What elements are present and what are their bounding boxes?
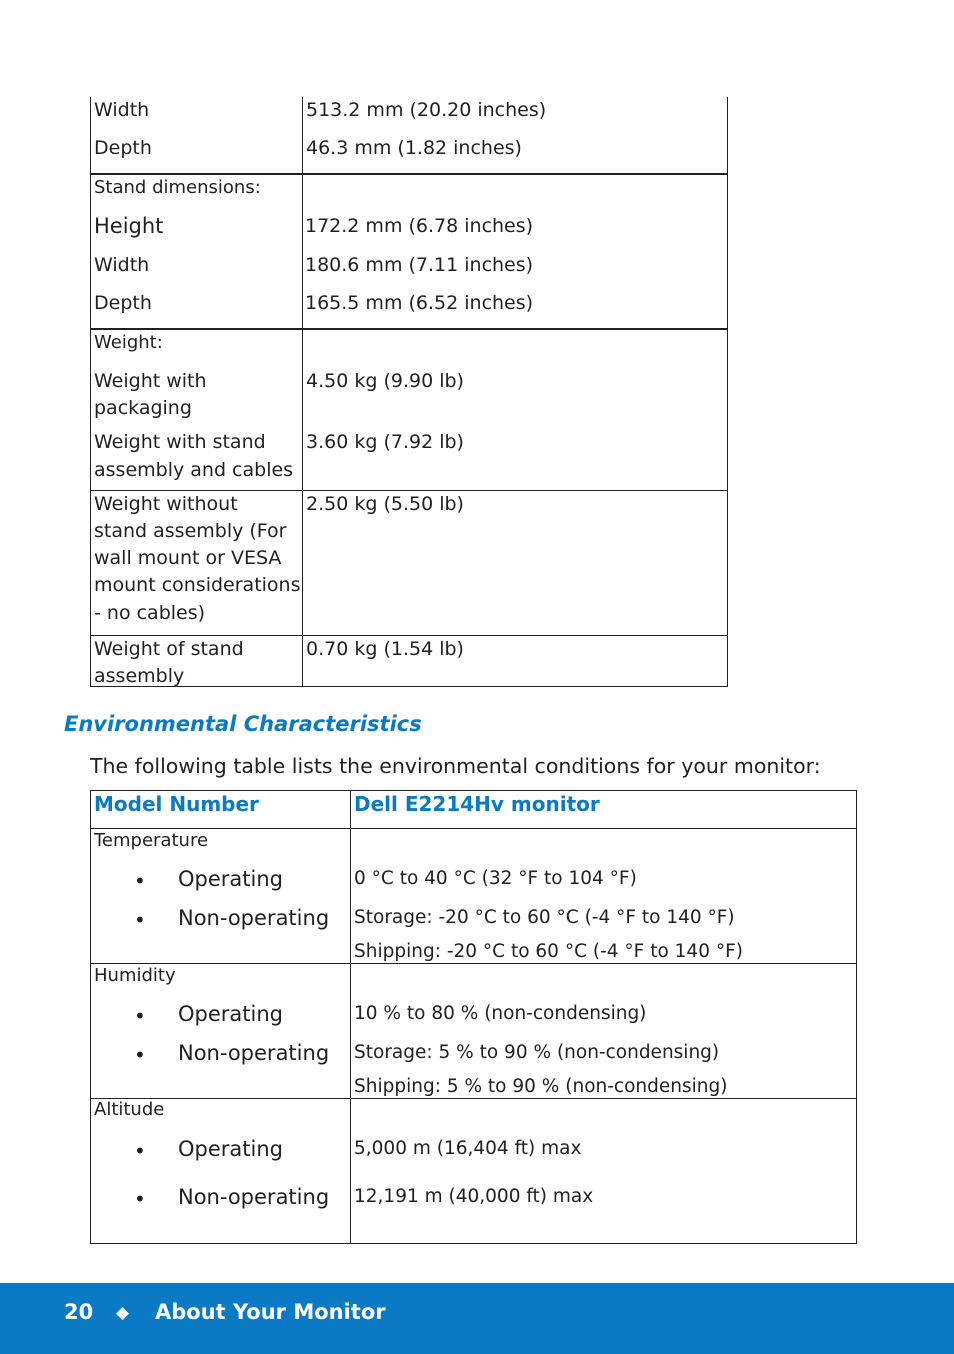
weight-no-stand-line5: - no cables) [94, 602, 206, 624]
table-border-bottom [90, 686, 728, 687]
header-model-name: Dell E2214Hv monitor [354, 792, 600, 816]
weight-stand-value: 3.60 kg (7.92 lb) [306, 431, 464, 453]
table-row-divider [90, 1098, 857, 1099]
altitude-non-operating-label: Non-operating [178, 1185, 330, 1209]
section-heading: Environmental Characteristics [64, 712, 422, 736]
header-model-number: Model Number [94, 792, 259, 816]
environmental-table [90, 790, 857, 1244]
stand-weight-label-line2: assembly [94, 665, 185, 687]
table-border-left [90, 790, 91, 1244]
page-footer [0, 1283, 954, 1354]
monitor-width-label: Width [94, 99, 150, 121]
page-number: 20 [64, 1300, 94, 1324]
altitude-operating-value: 5,000 m (16,404 ft) max [354, 1138, 582, 1159]
diamond-icon: ◆ [116, 1303, 130, 1323]
bullet: • [134, 1187, 146, 1211]
humidity-storage-value: Storage: 5 % to 90 % (non-condensing) [354, 1042, 720, 1063]
table-row-divider [90, 328, 728, 330]
stand-depth-value: 165.5 mm (6.52 inches) [305, 292, 534, 314]
bullet: • [134, 1139, 146, 1163]
bullet: • [134, 869, 146, 893]
bullet: • [134, 1004, 146, 1028]
altitude-operating-label: Operating [178, 1137, 283, 1161]
stand-width-label: Width [94, 254, 150, 276]
dimensions-table [90, 97, 728, 687]
stand-weight-value: 0.70 kg (1.54 lb) [306, 638, 464, 660]
weight-no-stand-line1: Weight without [94, 493, 238, 515]
temperature-non-operating-label: Non-operating [178, 906, 330, 930]
monitor-width-value: 513.2 mm (20.20 inches) [306, 99, 547, 121]
temperature-storage-value: Storage: -20 °C to 60 °C (-4 °F to 140 °F) [354, 907, 735, 928]
table-border-left [90, 97, 91, 687]
table-border-top [90, 790, 857, 791]
monitor-depth-label: Depth [94, 137, 152, 159]
table-row-divider [90, 963, 857, 964]
stand-width-value: 180.6 mm (7.11 inches) [305, 254, 534, 276]
weight-packaging-label-line1: Weight with [94, 370, 207, 392]
weight-no-stand-line4: mount considerations [94, 574, 301, 596]
monitor-depth-value: 46.3 mm (1.82 inches) [306, 137, 522, 159]
stand-height-value: 172.2 mm (6.78 inches) [305, 215, 534, 237]
table-column-divider [302, 97, 303, 687]
stand-height-label: Height [94, 214, 164, 238]
weight-no-stand-line3: wall mount or VESA [94, 547, 282, 569]
weight-title: Weight: [94, 332, 163, 353]
bullet: • [134, 1043, 146, 1067]
weight-no-stand-line2: stand assembly (For [94, 520, 287, 542]
weight-packaging-value: 4.50 kg (9.90 lb) [306, 370, 464, 392]
chapter-title: About Your Monitor [155, 1300, 386, 1324]
altitude-non-operating-value: 12,191 m (40,000 ft) max [354, 1186, 594, 1207]
table-border-right [727, 97, 728, 687]
table-border-bottom [90, 1243, 857, 1244]
weight-stand-label-line2: assembly and cables [94, 459, 294, 481]
intro-paragraph: The following table lists the environmental conditions for your monitor: [90, 754, 821, 778]
table-border-right [856, 790, 857, 1244]
bullet: • [134, 908, 146, 932]
stand-dimensions-title: Stand dimensions: [94, 177, 261, 198]
table-column-divider [350, 790, 351, 1244]
humidity-non-operating-label: Non-operating [178, 1041, 330, 1065]
humidity-operating-label: Operating [178, 1002, 283, 1026]
humidity-operating-value: 10 % to 80 % (non-condensing) [354, 1003, 647, 1024]
weight-stand-label-line1: Weight with stand [94, 431, 266, 453]
humidity-shipping-value: Shipping: 5 % to 90 % (non-condensing) [354, 1076, 728, 1097]
weight-no-stand-value: 2.50 kg (5.50 lb) [306, 493, 464, 515]
temperature-shipping-value: Shipping: -20 °C to 60 °C (-4 °F to 140 °F) [354, 941, 743, 962]
temperature-operating-label: Operating [178, 867, 283, 891]
stand-depth-label: Depth [94, 292, 152, 314]
temperature-operating-value: 0 °C to 40 °C (32 °F to 104 °F) [354, 868, 637, 889]
temperature-label: Temperature [94, 830, 209, 851]
stand-weight-label-line1: Weight of stand [94, 638, 244, 660]
table-row-divider [90, 828, 857, 829]
weight-packaging-label-line2: packaging [94, 397, 192, 419]
humidity-label: Humidity [94, 965, 176, 986]
altitude-label: Altitude [94, 1099, 165, 1120]
